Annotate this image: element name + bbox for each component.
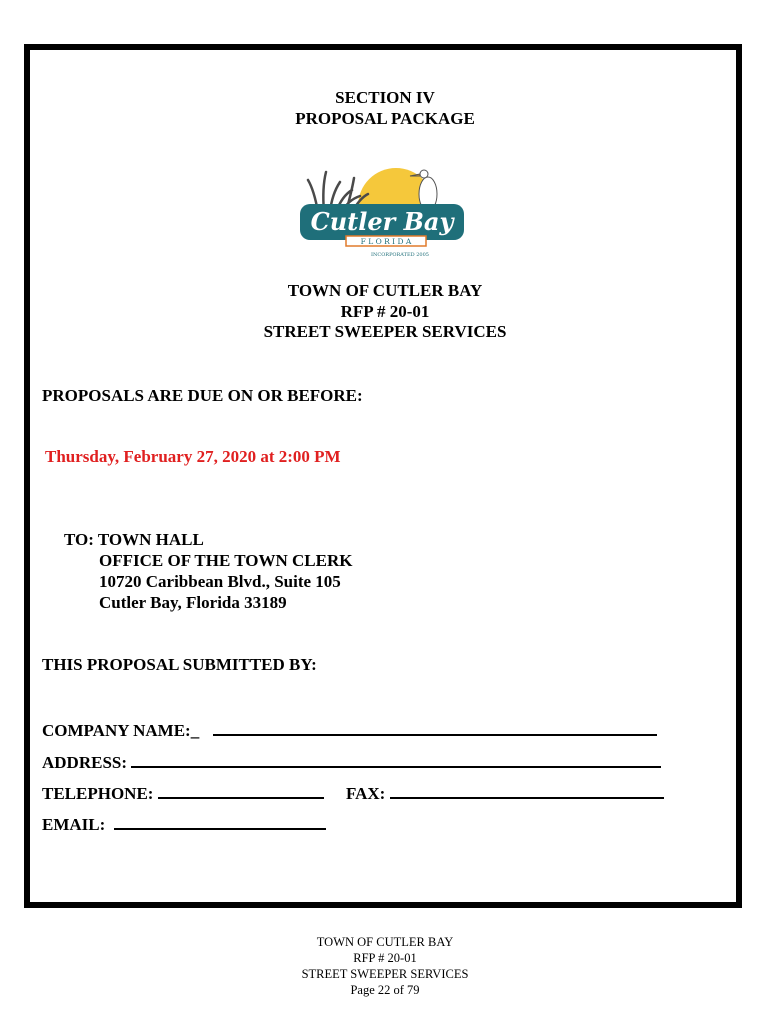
title-service: STREET SWEEPER SERVICES — [263, 322, 507, 341]
email-row — [42, 812, 326, 835]
page-footer — [0, 934, 770, 998]
telephone-label: TELEPHONE: — [42, 784, 154, 803]
email-field[interactable] — [114, 812, 326, 830]
due-label: PROPOSALS ARE DUE ON OR BEFORE: — [42, 386, 363, 405]
fax-row — [346, 781, 664, 804]
address-label: ADDRESS: — [42, 753, 128, 772]
address-to: TO: TOWN HALL — [64, 530, 204, 549]
telephone-row — [42, 781, 324, 804]
submitted-by-label: THIS PROPOSAL SUBMITTED BY: — [42, 655, 317, 674]
section-subtitle: PROPOSAL PACKAGE — [295, 109, 475, 128]
section-heading: SECTION IV — [335, 88, 435, 107]
footer-town: TOWN OF CUTLER BAY — [316, 935, 454, 949]
telephone-field[interactable] — [158, 781, 324, 799]
fax-field[interactable] — [390, 781, 664, 799]
cutler-bay-logo — [296, 160, 468, 260]
footer-rfp: RFP # 20-01 — [353, 951, 417, 965]
email-label: EMAIL: — [42, 815, 106, 834]
logo-state: F L O R I D A — [360, 237, 412, 246]
address-field[interactable] — [131, 750, 661, 768]
fax-label: FAX: — [346, 784, 386, 803]
due-date: Thursday, February 27, 2020 at 2:00 PM — [45, 447, 341, 466]
logo-incorporated: INCORPORATED 2005 — [371, 252, 429, 258]
logo-name: Cutler Bay — [310, 207, 454, 236]
company-name-label: COMPANY NAME:_ — [42, 721, 200, 740]
address-street: 10720 Caribbean Blvd., Suite 105 — [99, 572, 341, 591]
company-name-row — [42, 718, 657, 741]
footer-page-number: Page 22 of 79 — [350, 983, 420, 997]
title-rfp: RFP # 20-01 — [340, 302, 430, 321]
company-name-field[interactable] — [213, 718, 657, 736]
address-row — [42, 750, 661, 773]
address-city: Cutler Bay, Florida 33189 — [99, 593, 287, 612]
title-town: TOWN OF CUTLER BAY — [287, 281, 483, 300]
footer-service: STREET SWEEPER SERVICES — [301, 967, 469, 981]
address-office: OFFICE OF THE TOWN CLERK — [99, 551, 353, 570]
